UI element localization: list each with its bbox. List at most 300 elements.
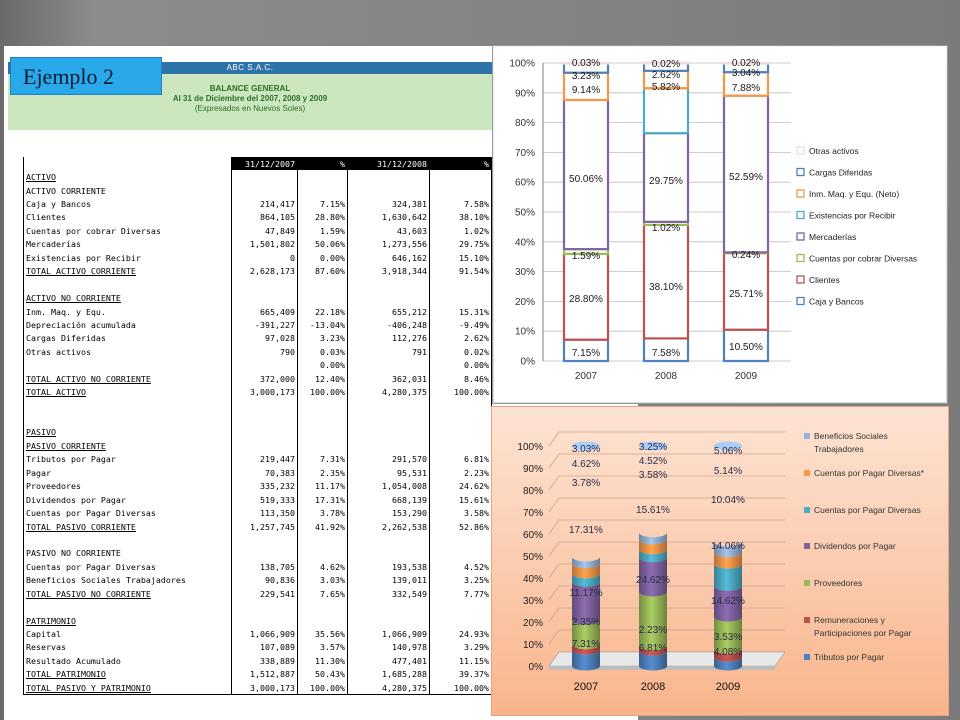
amount-cell: 519,333 [232, 493, 298, 506]
table-row [24, 453, 492, 466]
amount-cell: 291,570 [348, 453, 430, 466]
y-tick-label: 80% [514, 118, 535, 130]
amount-cell: 332,549 [348, 587, 430, 600]
percent-cell [298, 291, 348, 304]
amount-cell: 43,603 [348, 224, 430, 237]
percent-cell [298, 412, 348, 425]
legend-label: Participaciones por Pagar [814, 628, 912, 638]
percent-cell [430, 426, 492, 439]
percent-cell: 15.10% [430, 251, 492, 264]
table-row [24, 439, 492, 452]
table-row [24, 305, 492, 318]
legend-swatch [804, 543, 810, 549]
percent-cell [430, 439, 492, 452]
account-name-cell: TOTAL PASIVO CORRIENTE [24, 520, 232, 533]
amount-cell [348, 291, 430, 304]
x-tick-label: 2007 [574, 371, 598, 382]
percent-cell: 7.77% [430, 587, 492, 600]
legend-swatch [797, 298, 804, 305]
table-row [24, 654, 492, 667]
legend-label: Trabajadores [814, 444, 864, 454]
percent-cell: 3.58% [430, 506, 492, 519]
amount-cell [232, 359, 298, 372]
x-tick-label: 2007 [573, 681, 599, 693]
account-name-cell: Resultado Acumulado [24, 654, 232, 667]
legend-label: Mercaderías [809, 232, 857, 242]
amount-cell [348, 600, 430, 613]
y-tick-label: 0% [520, 356, 535, 368]
table-row [24, 291, 492, 304]
y-tick-label: 30% [514, 267, 535, 279]
legend-swatch [797, 169, 804, 176]
table-row [24, 184, 492, 197]
account-name-cell: PASIVO [24, 426, 232, 439]
table-row [24, 533, 492, 546]
percent-cell [298, 547, 348, 560]
amount-cell: -406,248 [348, 318, 430, 331]
data-label: 3.78% [571, 478, 601, 489]
cylinder-segment [639, 592, 667, 651]
amount-cell: 362,031 [348, 372, 430, 385]
amount-cell [232, 426, 298, 439]
data-label: 0.02% [651, 59, 681, 70]
amount-cell [232, 278, 298, 291]
data-label: 7.15% [571, 348, 601, 359]
account-name-cell: Otras activos [24, 345, 232, 358]
percent-cell [298, 170, 348, 183]
amount-cell: 140,978 [348, 641, 430, 654]
percent-cell: 35.56% [298, 627, 348, 640]
amount-cell: 791 [348, 345, 430, 358]
percent-cell: 1.02% [430, 224, 492, 237]
amount-cell [348, 439, 430, 452]
legend-label: Tributos por Pagar [814, 652, 885, 662]
amount-cell [232, 291, 298, 304]
legend-swatch [797, 255, 804, 262]
data-label: 52.59% [729, 172, 763, 183]
percent-cell [298, 614, 348, 627]
amount-cell [348, 184, 430, 197]
header-cell: 31/12/2007 [232, 157, 298, 170]
percent-cell [430, 278, 492, 291]
amount-cell: 47,849 [232, 224, 298, 237]
percent-cell: 3.29% [430, 641, 492, 654]
data-label: 2.62% [651, 70, 681, 81]
legend-label: Cargas Diferidas [809, 167, 873, 178]
percent-cell: 12.40% [298, 372, 348, 385]
report-title: BALANCE GENERAL [209, 84, 291, 93]
account-name-cell [24, 600, 232, 613]
data-label: 3.53% [713, 632, 743, 643]
account-name-cell: Cuentas por Pagar Diversas [24, 560, 232, 573]
account-name-cell: Pagar [24, 466, 232, 479]
table-row [24, 238, 492, 251]
account-name-cell: Depreciación acumulada [24, 318, 232, 331]
data-label: 11.17% [569, 588, 603, 599]
amount-cell: 4,280,375 [348, 385, 430, 398]
legend-label: Clientes [809, 275, 840, 285]
percent-cell: 0.00% [298, 359, 348, 372]
bar-segment [644, 88, 688, 133]
table-row [24, 520, 492, 533]
amount-cell: 193,538 [348, 560, 430, 573]
amount-cell: 219,447 [232, 453, 298, 466]
account-name-cell [24, 359, 232, 372]
y-tick-label: 50% [514, 207, 535, 219]
data-label: 14.06% [711, 541, 745, 552]
percent-cell: 1.59% [298, 224, 348, 237]
account-name-cell: Caja y Bancos [24, 197, 232, 210]
data-label: 7.58% [651, 348, 681, 359]
amount-cell: 2,628,173 [232, 265, 298, 278]
amount-cell: 0 [232, 251, 298, 264]
percent-cell: 3.03% [298, 574, 348, 587]
liabilities-3d-stacked-chart [491, 406, 949, 716]
data-label: 25.71% [729, 289, 763, 300]
percent-cell: 4.62% [298, 560, 348, 573]
data-label: 1.59% [571, 251, 601, 262]
account-name-cell: PATRIMONIO [24, 614, 232, 627]
table-row [24, 265, 492, 278]
x-tick-label: 2009 [715, 681, 741, 693]
account-name-cell: TOTAL ACTIVO NO CORRIENTE [24, 372, 232, 385]
x-tick-label: 2008 [640, 681, 666, 693]
percent-cell: 28.80% [298, 211, 348, 224]
legend-swatch [804, 617, 810, 623]
legend-label: Remuneraciones y [814, 615, 885, 625]
header-cell: % [298, 157, 348, 170]
account-name-cell: Clientes [24, 211, 232, 224]
legend-label: Cuentas por Pagar Diversas [814, 505, 921, 515]
report-units: (Expresados en Nuevos Soles) [194, 104, 306, 113]
data-label: 7.88% [731, 83, 761, 94]
amount-cell: 3,918,344 [348, 265, 430, 278]
legend-label: Cuentas por Pagar Diversas* [814, 468, 925, 478]
amount-cell: 3,000,173 [232, 681, 298, 694]
percent-cell: 38.10% [430, 211, 492, 224]
y-tick-label: 90% [522, 464, 543, 475]
cylinder-segment [572, 557, 600, 568]
data-label: 2.35% [571, 617, 601, 628]
percent-cell: 11.30% [298, 654, 348, 667]
account-name-cell: Inm. Maq. y Equ. [24, 305, 232, 318]
data-label: 0.03% [571, 58, 601, 69]
y-tick-label: 30% [522, 596, 543, 607]
amount-cell [232, 547, 298, 560]
y-tick-label: 20% [514, 296, 535, 308]
data-label: 10.04% [711, 495, 745, 506]
account-name-cell: TOTAL ACTIVO [24, 385, 232, 398]
percent-cell: 29.75% [430, 238, 492, 251]
data-label: 4.62% [571, 459, 601, 470]
amount-cell [232, 533, 298, 546]
table-row [24, 359, 492, 372]
y-tick-label: 50% [522, 552, 543, 563]
amount-cell: 95,531 [348, 466, 430, 479]
percent-cell [298, 278, 348, 291]
data-label: 5.82% [651, 82, 681, 93]
y-tick-label: 40% [522, 574, 543, 585]
account-name-cell: Cuentas por Pagar Diversas [24, 506, 232, 519]
amount-cell [348, 399, 430, 412]
percent-cell [298, 600, 348, 613]
table-row [24, 251, 492, 264]
percent-cell: 11.15% [430, 654, 492, 667]
legend-swatch [797, 276, 804, 283]
table-row [24, 627, 492, 640]
percent-cell: 0.03% [298, 345, 348, 358]
y-tick-label: 90% [514, 88, 535, 100]
percent-cell [298, 533, 348, 546]
legend-swatch [804, 654, 810, 660]
percent-cell [298, 184, 348, 197]
amount-cell: 113,350 [232, 506, 298, 519]
legend-label: Cuentas por cobrar Diversas [809, 253, 918, 264]
account-name-cell: PASIVO NO CORRIENTE [24, 547, 232, 560]
percent-cell: 100.00% [298, 681, 348, 694]
percent-cell: 22.18% [298, 305, 348, 318]
legend-label: Proveedores [814, 578, 863, 588]
legend-label: Existencias por Recibir [809, 210, 896, 221]
balance-table [23, 157, 492, 695]
account-name-cell: Capital [24, 627, 232, 640]
y-tick-label: 100% [517, 442, 543, 453]
header-cell: 31/12/2008 [348, 157, 430, 170]
amount-cell: 107,089 [232, 641, 298, 654]
amount-cell: 139,011 [348, 574, 430, 587]
y-tick-label: 70% [514, 147, 535, 159]
percent-cell [430, 600, 492, 613]
percent-cell [430, 184, 492, 197]
percent-cell: 15.31% [430, 305, 492, 318]
data-label: 3.58% [638, 470, 668, 481]
percent-cell: 100.00% [298, 385, 348, 398]
amount-cell: 1,273,556 [348, 238, 430, 251]
percent-cell: 3.57% [298, 641, 348, 654]
percent-cell: 7.58% [430, 197, 492, 210]
legend-label: Dividendos por Pagar [814, 541, 896, 551]
data-label: 29.75% [649, 176, 683, 187]
legend-label: Beneficios Sociales [814, 431, 888, 441]
table-row [24, 547, 492, 560]
percent-cell: 50.43% [298, 668, 348, 681]
account-name-cell: ACTIVO NO CORRIENTE [24, 291, 232, 304]
percent-cell [430, 533, 492, 546]
account-name-cell: TOTAL PASIVO Y PATRIMONIO [24, 681, 232, 694]
percent-cell: 0.02% [430, 345, 492, 358]
data-label: 17.31% [569, 525, 603, 536]
amount-cell [232, 600, 298, 613]
table-row [24, 641, 492, 654]
percent-cell [430, 170, 492, 183]
data-label: 0.02% [731, 58, 761, 69]
account-name-cell: PASIVO CORRIENTE [24, 439, 232, 452]
y-tick-label: 80% [522, 486, 543, 497]
percent-cell: -9.49% [430, 318, 492, 331]
table-row [24, 318, 492, 331]
table-row [24, 574, 492, 587]
percent-cell: 3.78% [298, 506, 348, 519]
data-label: 3.25% [638, 442, 668, 453]
table-row [24, 560, 492, 573]
amount-cell: 1,501,802 [232, 238, 298, 251]
legend-label: Otras activos [809, 146, 859, 156]
amount-cell [232, 614, 298, 627]
table-header-row [24, 157, 492, 170]
legend-label: Inm. Maq. y Equ. (Neto) [809, 189, 900, 199]
legend-swatch [804, 433, 810, 439]
table-row [24, 681, 492, 694]
data-label: 3.23% [571, 71, 601, 82]
header-cell: % [430, 157, 492, 170]
account-name-cell [24, 399, 232, 412]
table-row [24, 399, 492, 412]
amount-cell [348, 426, 430, 439]
amount-cell: 655,212 [348, 305, 430, 318]
example-badge: Ejemplo 2 [10, 57, 162, 95]
percent-cell: 100.00% [430, 385, 492, 398]
percent-cell: 8.46% [430, 372, 492, 385]
x-tick-label: 2009 [734, 371, 758, 382]
amount-cell: 229,541 [232, 587, 298, 600]
table-row [24, 278, 492, 291]
account-name-cell [24, 412, 232, 425]
amount-cell: 1,512,887 [232, 668, 298, 681]
legend-swatch [797, 233, 804, 240]
percent-cell: 4.52% [430, 560, 492, 573]
y-tick-label: 70% [522, 508, 543, 519]
data-label: 2.23% [638, 625, 668, 636]
y-tick-label: 20% [522, 618, 543, 629]
account-name-cell: Dividendos por Pagar [24, 493, 232, 506]
percent-cell: 52.86% [430, 520, 492, 533]
account-name-cell: Proveedores [24, 480, 232, 493]
percent-cell: 6.81% [430, 453, 492, 466]
amount-cell: 864,105 [232, 211, 298, 224]
account-name-cell: Beneficios Sociales Trabajadores [24, 574, 232, 587]
percent-cell: 0.00% [430, 359, 492, 372]
account-name-cell: Mercaderías [24, 238, 232, 251]
percent-cell: 91.54% [430, 265, 492, 278]
legend-swatch [797, 190, 804, 197]
data-label: 10.50% [729, 342, 763, 353]
percent-cell: 7.15% [298, 197, 348, 210]
table-row [24, 211, 492, 224]
amount-cell: 1,054,008 [348, 480, 430, 493]
amount-cell: 153,290 [348, 506, 430, 519]
amount-cell: 2,262,538 [348, 520, 430, 533]
amount-cell: 338,889 [232, 654, 298, 667]
account-name-cell [24, 278, 232, 291]
table-row [24, 587, 492, 600]
account-name-cell: Existencias por Recibir [24, 251, 232, 264]
percent-cell: 2.35% [298, 466, 348, 479]
data-label: 3.03% [571, 444, 601, 455]
amount-cell: 372,000 [232, 372, 298, 385]
table-row [24, 412, 492, 425]
amount-cell: 1,066,909 [232, 627, 298, 640]
amount-cell: 477,401 [348, 654, 430, 667]
y-tick-label: 60% [522, 530, 543, 541]
data-label: 15.61% [636, 505, 670, 516]
table-row [24, 600, 492, 613]
table-row [24, 426, 492, 439]
amount-cell [348, 359, 430, 372]
table-row [24, 506, 492, 519]
header-cell [24, 157, 232, 170]
legend-swatch [804, 580, 810, 586]
table-row [24, 170, 492, 183]
amount-cell: 90,836 [232, 574, 298, 587]
legend-swatch [804, 507, 810, 513]
account-name-cell: Reservas [24, 641, 232, 654]
data-label: 50.06% [569, 174, 603, 185]
table-row [24, 493, 492, 506]
account-name-cell: Cargas Diferidas [24, 332, 232, 345]
data-label: 4.08% [713, 647, 743, 658]
data-label: 0.24% [731, 250, 761, 261]
data-label: 4.52% [638, 456, 668, 467]
table-row [24, 668, 492, 681]
percent-cell: 39.37% [430, 668, 492, 681]
account-name-cell: Tributos por Pagar [24, 453, 232, 466]
data-label: 24.62% [636, 575, 670, 586]
amount-cell: 70,383 [232, 466, 298, 479]
percent-cell [298, 426, 348, 439]
amount-cell [232, 439, 298, 452]
amount-cell: 112,276 [348, 332, 430, 345]
legend-swatch [804, 470, 810, 476]
cylinder-segment [639, 533, 667, 545]
amount-cell: 97,028 [232, 332, 298, 345]
account-name-cell: Cuentas por cobrar Diversas [24, 224, 232, 237]
y-tick-label: 60% [514, 177, 535, 189]
percent-cell: 41.92% [298, 520, 348, 533]
percent-cell [298, 439, 348, 452]
data-label: 14.62% [711, 596, 745, 607]
percent-cell [430, 412, 492, 425]
account-name-cell: TOTAL ACTIVO CORRIENTE [24, 265, 232, 278]
data-label: 28.80% [569, 294, 603, 305]
data-label: 38.10% [649, 282, 683, 293]
amount-cell [232, 170, 298, 183]
percent-cell [430, 291, 492, 304]
percent-cell: 50.06% [298, 238, 348, 251]
percent-cell: -13.04% [298, 318, 348, 331]
account-name-cell: ACTIVO CORRIENTE [24, 184, 232, 197]
table-row [24, 480, 492, 493]
table-row [24, 372, 492, 385]
table-row [24, 614, 492, 627]
company-header: ABC S.A.C. [8, 62, 492, 74]
percent-cell: 7.31% [298, 453, 348, 466]
amount-cell [348, 278, 430, 291]
table-row [24, 345, 492, 358]
table-row [24, 224, 492, 237]
percent-cell: 17.31% [298, 493, 348, 506]
table-row [24, 197, 492, 210]
y-tick-label: 10% [514, 326, 535, 338]
legend-swatch [797, 147, 804, 154]
amount-cell [232, 412, 298, 425]
legend-swatch [797, 212, 804, 219]
table-row [24, 466, 492, 479]
report-date: Al 31 de Diciembre del 2007, 2008 y 2009 [172, 94, 328, 103]
amount-cell [348, 170, 430, 183]
percent-cell: 0.00% [298, 251, 348, 264]
amount-cell [348, 614, 430, 627]
percent-cell: 24.93% [430, 627, 492, 640]
